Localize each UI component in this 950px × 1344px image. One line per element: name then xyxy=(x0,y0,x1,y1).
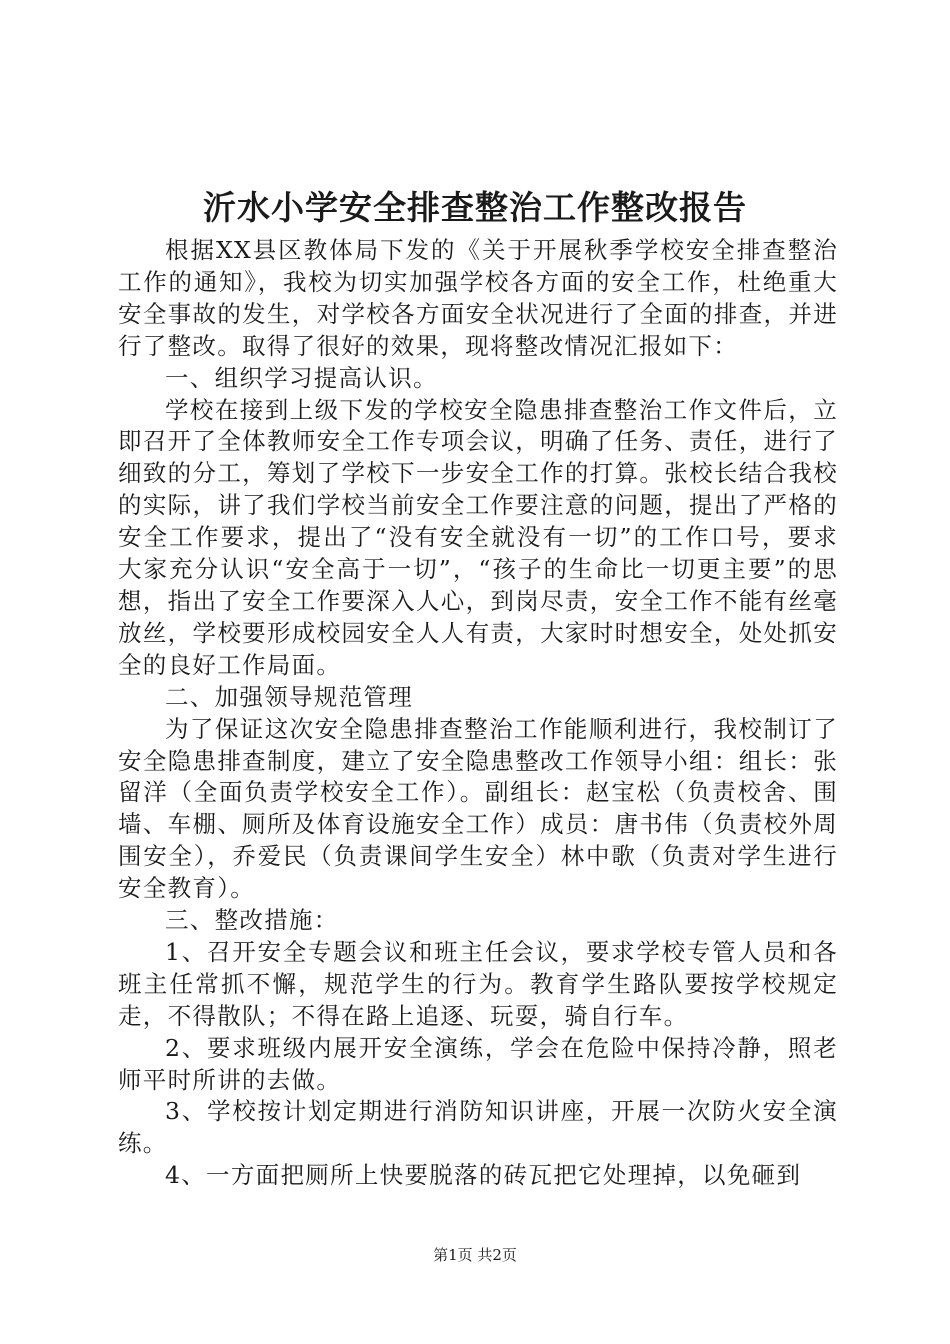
paragraph-section-2: 为了保证这次安全隐患排查整治工作能顺利进行，我校制订了安全隐患排查制度，建立了安全隐患整改工作领导小组：组长：张留洋（全面负责学校安全工作）。副组长：赵宝松（负责校舍、围墙、车棚、厕所及体育设施安全工作）成员：唐书伟（负责校外周围安全），乔爱民（负责课间学生安全）林中歌（负责对学生进行安全教育）。 xyxy=(118,714,838,903)
measure-item-1: 1、召开安全专题会议和班主任会议，要求学校专管人员和各班主任常抓不懈，规范学生的行为。教育学生路队要按学校规定走，不得散队；不得在路上追逐、玩耍，骑自行车。 xyxy=(118,937,838,1030)
document-body xyxy=(118,235,838,1192)
section-heading-2: 二、加强领导规范管理 xyxy=(165,682,413,711)
document-title: 沂水小学安全排查整治工作整改报告 xyxy=(203,188,747,227)
paragraph-section-1: 学校在接到上级下发的学校安全隐患排查整治工作文件后，立即召开了全体教师安全工作专项会议，明确了任务、责任，进行了细致的分工，筹划了学校下一步安全工作的打算。张校长结合我校的实际，讲了我们学校当前安全工作要注意的问题，提出了严格的安全工作要求，提出了“没有安全就没有一切”的工作口号，要求大家充分认识“安全高于一切”，“孩子的生命比一切更主要”的思想，指出了安全工作要深入人心，到岗尽责，安全工作不能有丝毫放丝，学校要形成校园安全人人有责，大家时时想安全，处处抓安全的良好工作局面。 xyxy=(118,395,838,679)
page-footer: 第1页 共2页 xyxy=(433,1246,517,1264)
measure-item-2: 2、要求班级内展开安全演练，学会在危险中保持冷静，照老师平时所讲的去做。 xyxy=(118,1033,838,1094)
paragraph-intro: 根据XX县区教体局下发的《关于开展秋季学校安全排查整治工作的通知》，我校为切实加强学校各方面的安全工作，杜绝重大安全事故的发生，对学校各方面安全状况进行了全面的排查，并进行了整改。取得了很好的效果，现将整改情况汇报如下： xyxy=(118,236,838,360)
section-heading-3: 三、整改措施： xyxy=(165,906,339,935)
measure-item-3: 3、学校按计划定期进行消防知识讲座，开展一次防火安全演练。 xyxy=(118,1097,838,1158)
section-heading-1: 一、组织学习提高认识。 xyxy=(165,363,438,392)
measure-item-4: 4、一方面把厕所上快要脱落的砖瓦把它处理掉，以免砸到 xyxy=(165,1161,802,1190)
